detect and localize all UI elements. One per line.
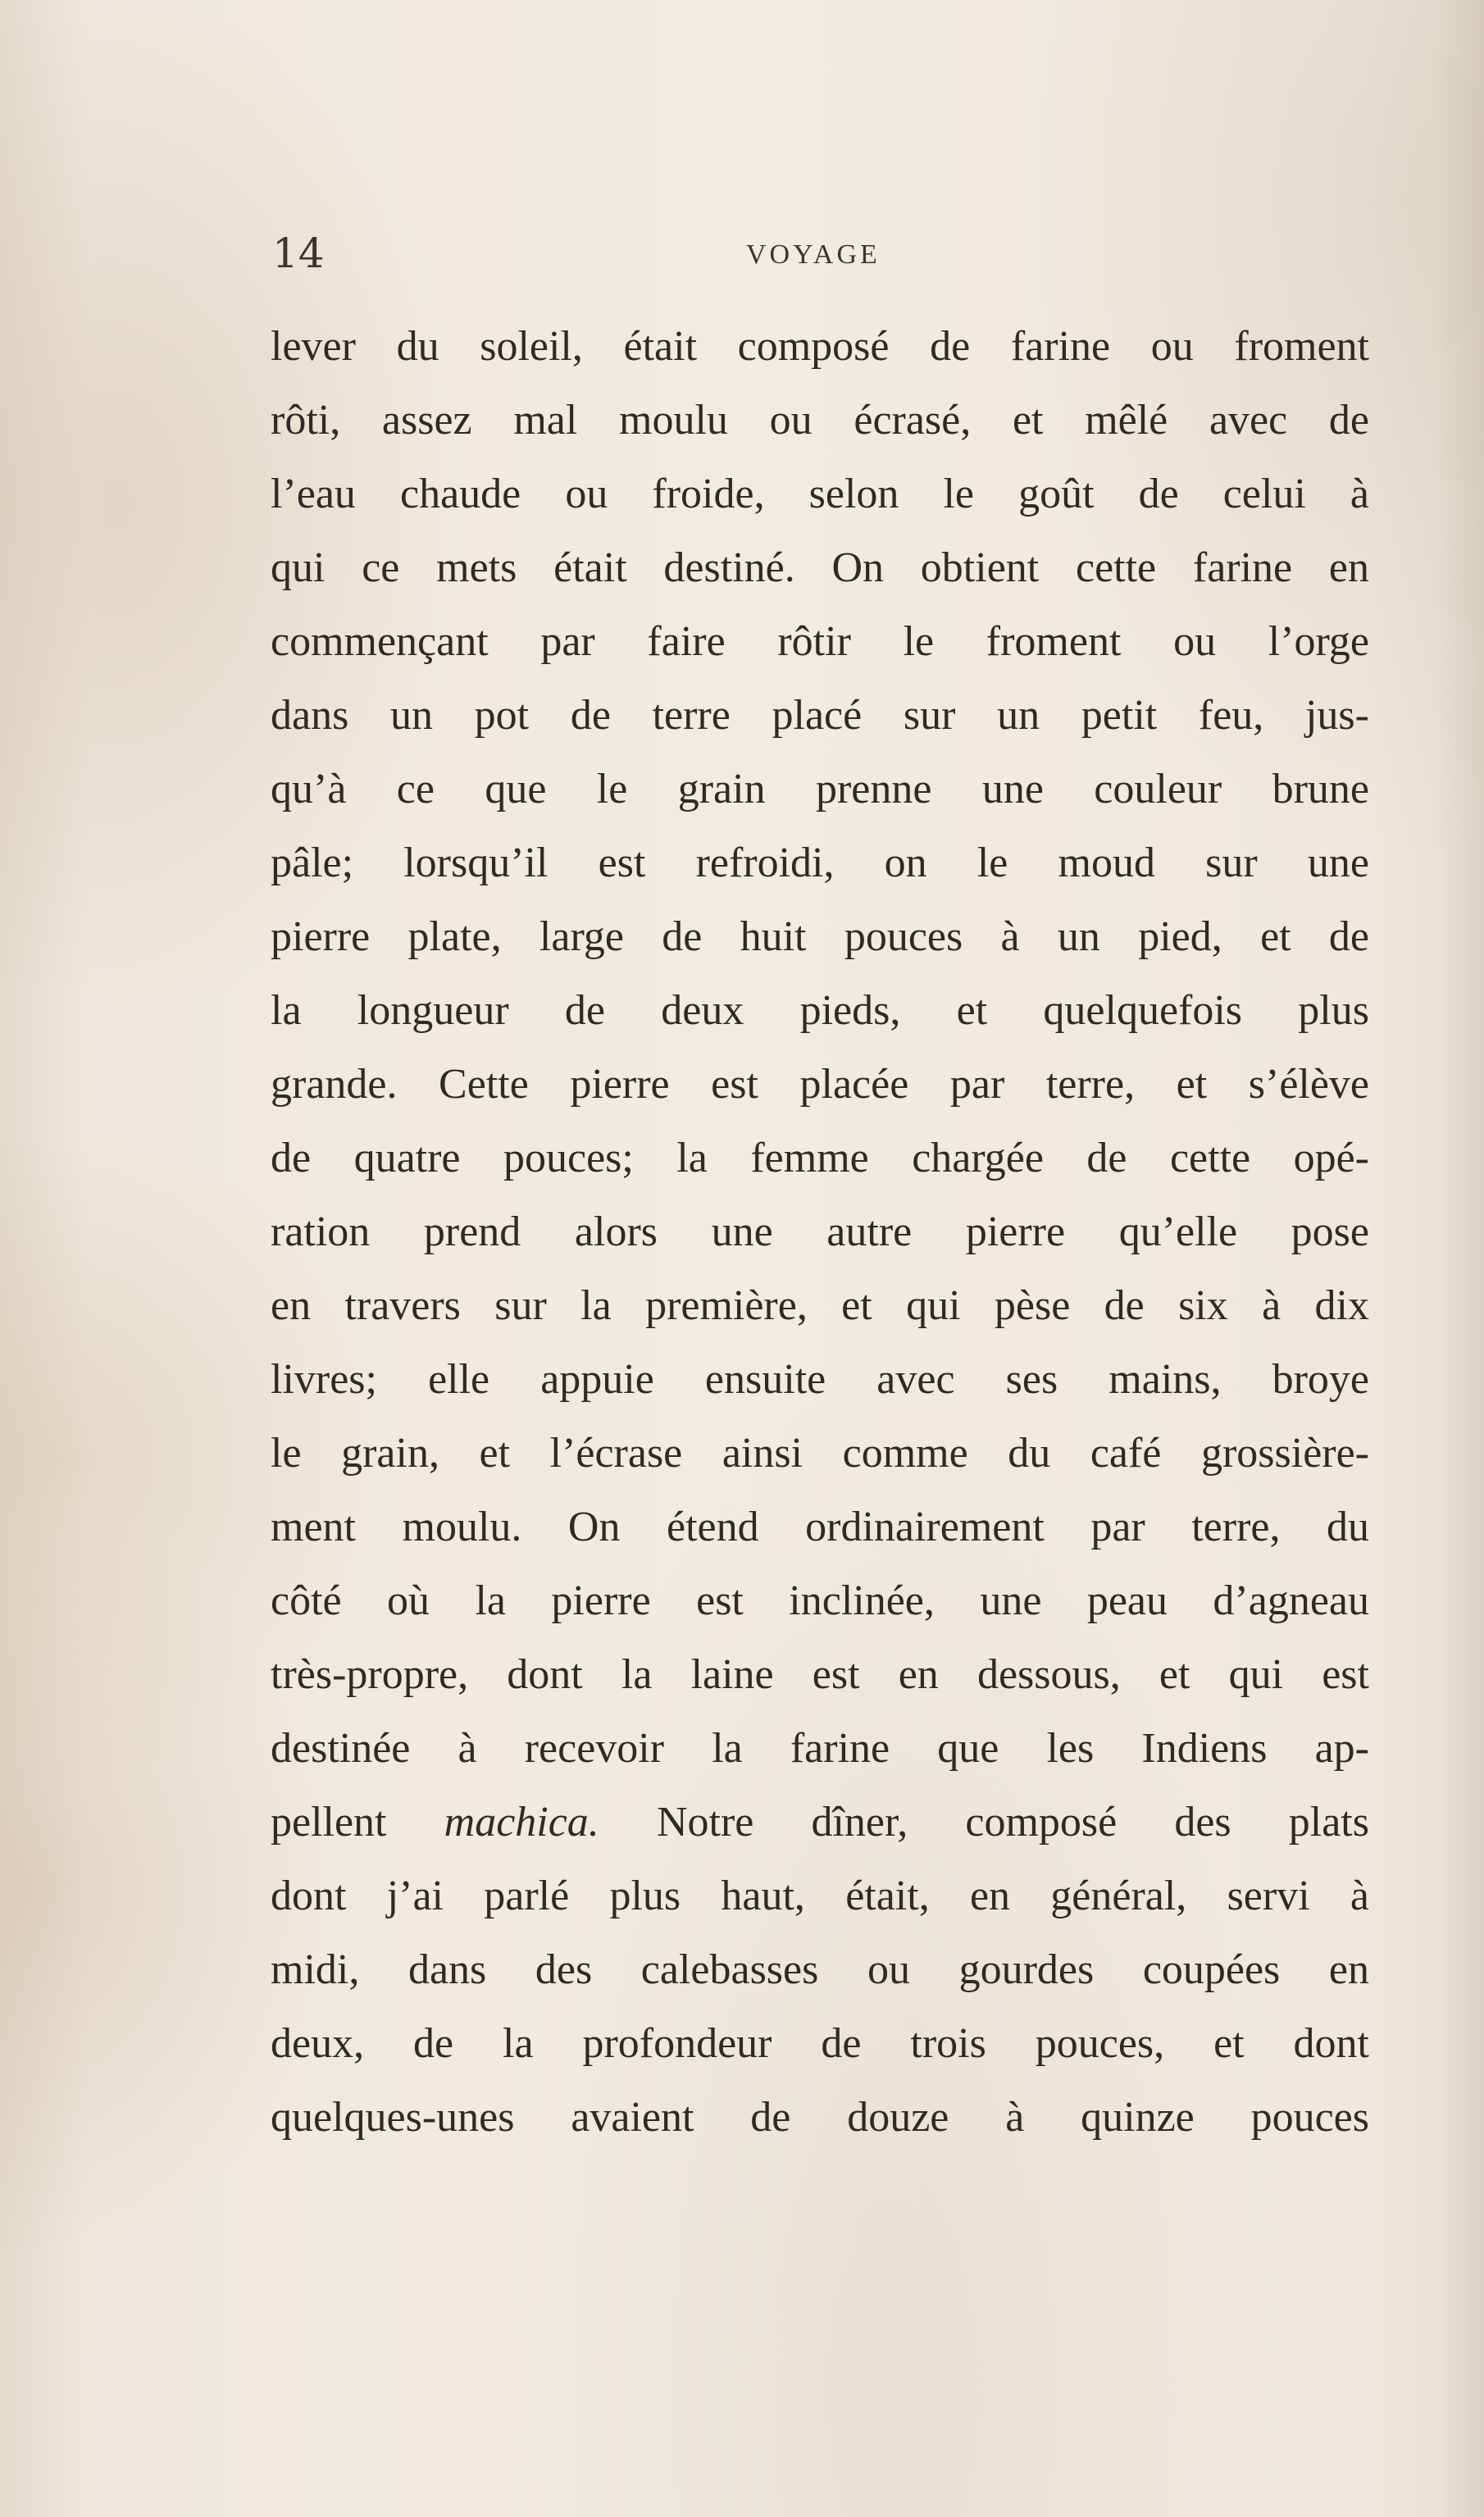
body-text [271, 310, 1369, 2155]
line-text-after: Notre dîner, composé des plats [599, 1799, 1369, 1846]
italic-term: machica. [444, 1799, 599, 1846]
text-line: livres; elle appuie ensuite avec ses mains, broye [271, 1356, 1369, 1403]
text-line: en travers sur la première, et qui pèse de six à dix [271, 1282, 1369, 1329]
text-line: quelques-unes avaient de douze à quinze pouces [271, 2094, 1369, 2141]
text-line: ration prend alors une autre pierre qu’elle pose [271, 1208, 1369, 1255]
line-text-before: pellent [271, 1799, 444, 1846]
text-line: le grain, et l’écrase ainsi comme du café grossière- [271, 1430, 1369, 1477]
text-line: rôti, assez mal moulu ou écrasé, et mêlé avec de [271, 397, 1369, 444]
text-line: très-propre, dont la laine est en dessous, et qui est [271, 1651, 1369, 1698]
text-line: pâle; lorsqu’il est refroidi, on le moud sur une [271, 840, 1369, 886]
running-head: VOYAGE [746, 239, 881, 270]
text-line: pierre plate, large de huit pouces à un pied, et de [271, 913, 1369, 960]
text-line: deux, de la profondeur de trois pouces, et dont [271, 2020, 1369, 2067]
text-line: dans un pot de terre placé sur un petit feu, jus- [271, 692, 1369, 739]
text-line: côté où la pierre est inclinée, une peau d’agneau [271, 1577, 1369, 1624]
text-line: grande. Cette pierre est placée par terre, et s’élève [271, 1061, 1369, 1108]
text-line: qu’à ce que le grain prenne une couleur brune [271, 766, 1369, 812]
text-line: la longueur de deux pieds, et quelquefois plus [271, 987, 1369, 1034]
text-line: l’eau chaude ou froide, selon le goût de celui à [271, 471, 1369, 517]
text-line: midi, dans des calebasses ou gourdes coupées en [271, 1946, 1369, 1993]
text-line: ment moulu. On étend ordinairement par terre, du [271, 1504, 1369, 1550]
text-line: de quatre pouces; la femme chargée de cette opé- [271, 1135, 1369, 1181]
text-line: destinée à recevoir la farine que les Indiens ap- [271, 1725, 1369, 1772]
text-line: commençant par faire rôtir le froment ou l’orge [271, 618, 1369, 665]
text-line: lever du soleil, était composé de farine ou froment [271, 323, 1369, 370]
page-number: 14 [272, 230, 325, 277]
text-line: qui ce mets était destiné. On obtient cette farine en [271, 544, 1369, 591]
text-line-with-italic [271, 1786, 1369, 1859]
text-line: dont j’ai parlé plus haut, était, en général, servi à [271, 1873, 1369, 1919]
page-edge-shadow [1435, 0, 1484, 2517]
